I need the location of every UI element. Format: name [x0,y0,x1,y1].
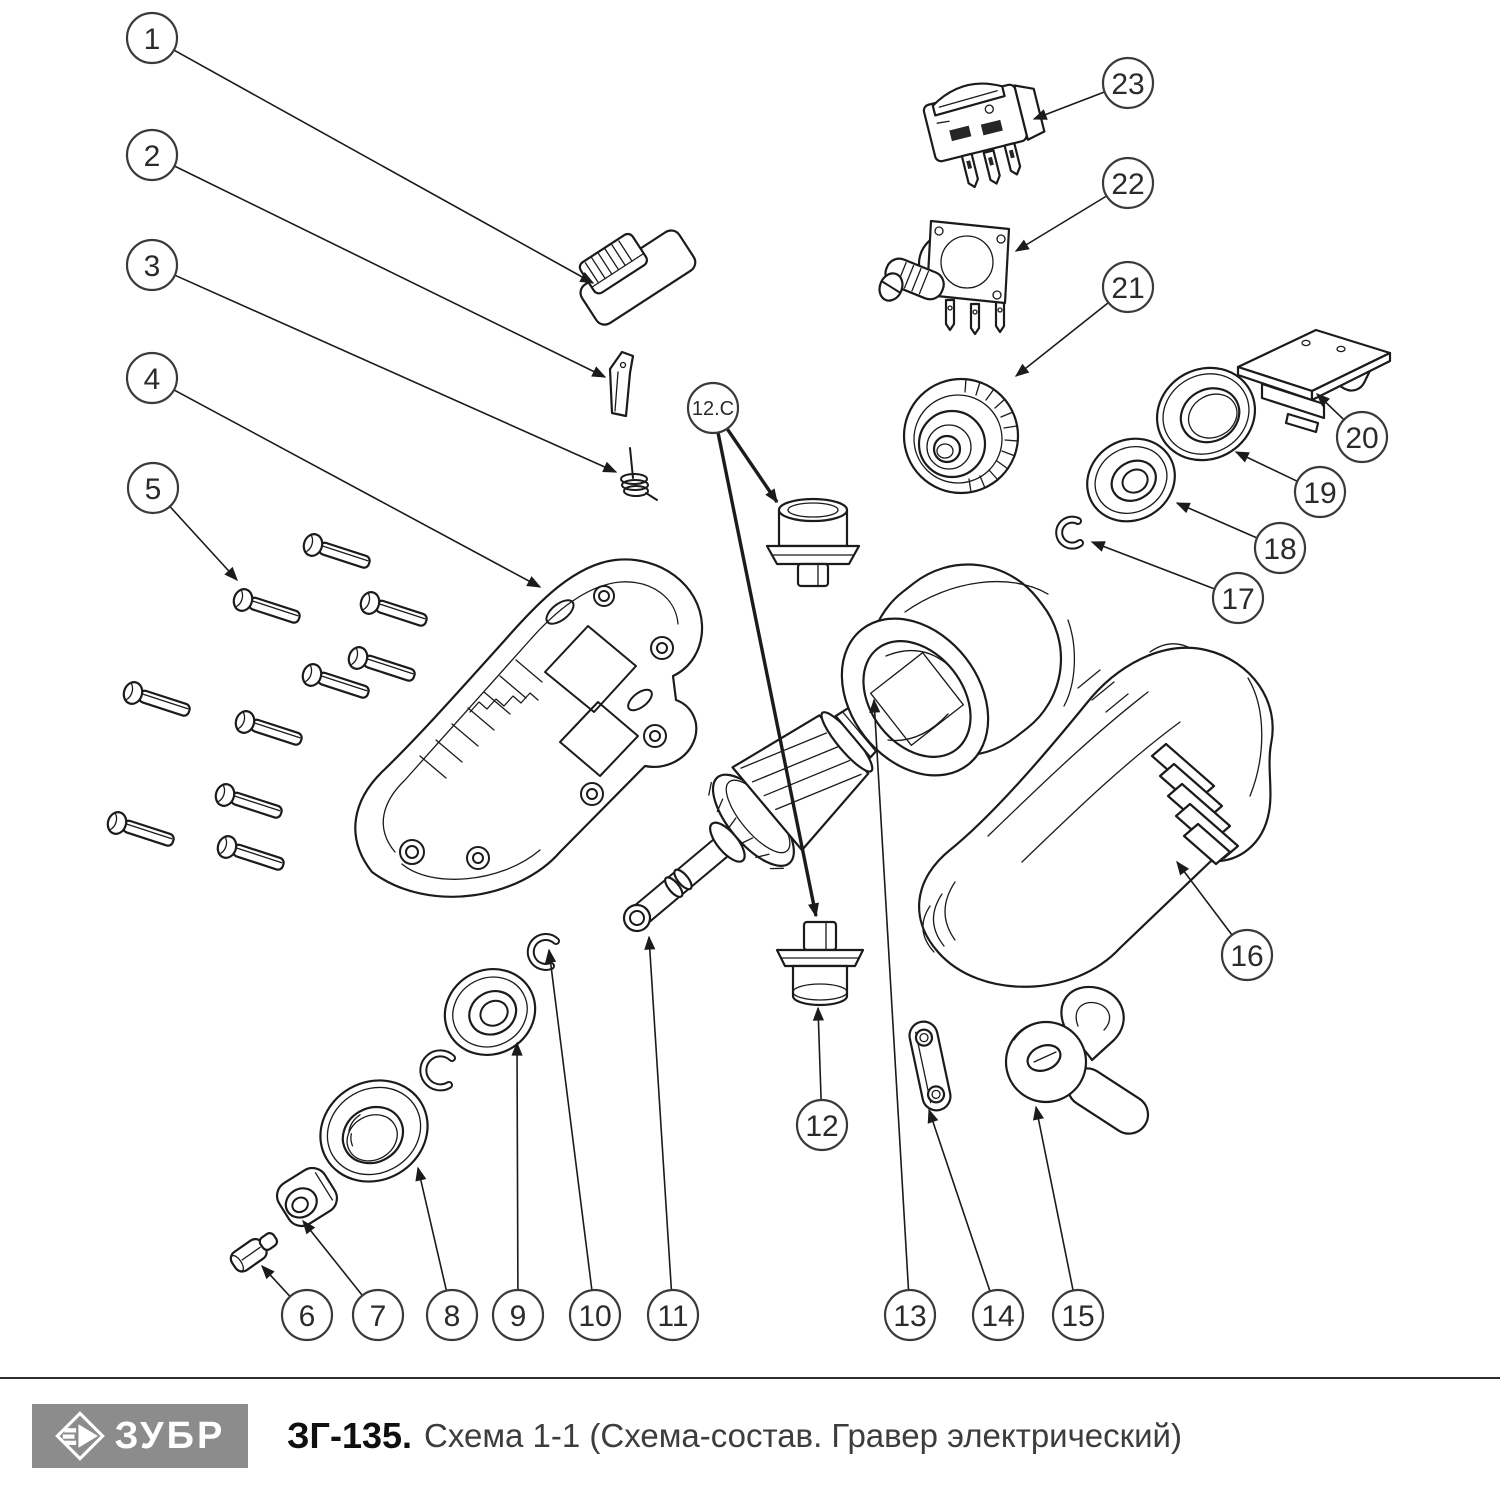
part-1-slider-switch [566,210,699,329]
part-7-collet-nut [271,1162,342,1231]
callout-21 [1016,262,1153,376]
callout-18 [1177,503,1305,573]
leader-line-7 [303,1221,362,1296]
callout-13 [874,700,935,1340]
callout-14 [929,1110,1023,1340]
callout-label-10: 10 [578,1300,612,1333]
callout-label-19: 19 [1303,477,1337,510]
callout-2 [127,130,605,377]
callout-label-15: 15 [1061,1300,1095,1333]
callout-label-7: 7 [369,1300,387,1333]
callout-20 [1317,394,1387,462]
callout-16 [1177,862,1272,980]
part-3-spring [621,448,657,500]
callout-8 [418,1168,477,1340]
zubr-logo-icon [55,1411,105,1461]
callout-3 [127,240,616,472]
callout-15 [1036,1107,1103,1340]
part-21-adjusting-collar [904,379,1018,493]
leader-line-17 [1092,542,1215,589]
part-22-potentiometer [876,221,1009,334]
leader-line-12.C [727,429,777,502]
leader-line-6 [262,1266,290,1297]
callout-label-8: 8 [443,1300,461,1333]
callout-label-6: 6 [298,1300,316,1333]
leader-line-19 [1236,452,1297,481]
callout-label-9: 9 [509,1300,527,1333]
callout-label-3: 3 [143,250,161,283]
leader-line-2 [174,166,605,377]
callout-label-23: 23 [1111,68,1145,101]
part-23-rocker-switch [920,70,1053,197]
leader-line-8 [418,1168,446,1291]
callout-label-12.C: 12.C [691,398,735,420]
leader-line-5 [170,507,237,581]
leader-line-10 [549,950,592,1290]
callout-9 [493,1043,543,1340]
zubr-logo [32,1404,248,1468]
callout-label-5: 5 [144,473,162,506]
leader-line-21 [1016,303,1108,376]
part-12-brush-holder-lower [777,922,863,1005]
callout-6 [262,1266,332,1340]
callout-label-1: 1 [143,23,161,56]
callout-17 [1092,542,1263,623]
diagram-subtitle: Схема 1-1 (Схема-состав. Гравер электрический) [424,1417,1182,1454]
leader-line-18 [1177,503,1257,538]
callout-label-4: 4 [143,363,161,396]
diagram-title [287,1404,1182,1468]
leader-line-9 [517,1043,518,1290]
part-14-link-plate [907,1019,953,1113]
leader-line-22 [1016,196,1107,251]
callout-5 [128,463,237,580]
leader-line-23 [1034,92,1105,119]
callout-22 [1016,158,1153,251]
callout-label-21: 21 [1111,272,1145,305]
leader-line-15 [1036,1107,1073,1291]
footer-divider [0,1377,1500,1379]
leader-line-13 [874,700,909,1290]
callout-label-18: 18 [1263,533,1297,566]
leader-line-12 [818,1008,821,1100]
callout-12 [797,1008,847,1150]
part-12c-brush-holder-upper [767,499,859,586]
leader-line-3 [175,275,616,472]
part-17-retaining-clip-rear [1059,520,1080,546]
leader-line-1 [174,50,593,283]
callout-label-16: 16 [1230,940,1264,973]
callout-label-22: 22 [1111,168,1145,201]
brand-name: ЗУБР [114,1415,226,1457]
callout-label-20: 20 [1345,422,1379,455]
callout-label-13: 13 [893,1300,927,1333]
callout-19 [1236,452,1345,517]
callout-label-11: 11 [657,1300,689,1333]
callout-label-2: 2 [143,140,161,173]
part-6-collet [228,1228,282,1275]
leader-line-14 [929,1110,990,1291]
callout-label-14: 14 [981,1300,1015,1333]
part-15-spindle-lock-lever [1006,987,1155,1141]
callout-11 [648,937,698,1340]
callout-23 [1034,58,1153,119]
callout-label-12: 12 [805,1110,839,1143]
leader-line-16 [1177,862,1232,935]
callout-10 [549,950,620,1340]
callout-label-17: 17 [1221,583,1255,616]
model-number: ЗГ-135. [287,1415,413,1456]
parts-layer [105,70,1390,1275]
leader-line-11 [649,937,671,1290]
callout-1 [127,13,593,283]
part-2-switch-lever [610,352,633,416]
